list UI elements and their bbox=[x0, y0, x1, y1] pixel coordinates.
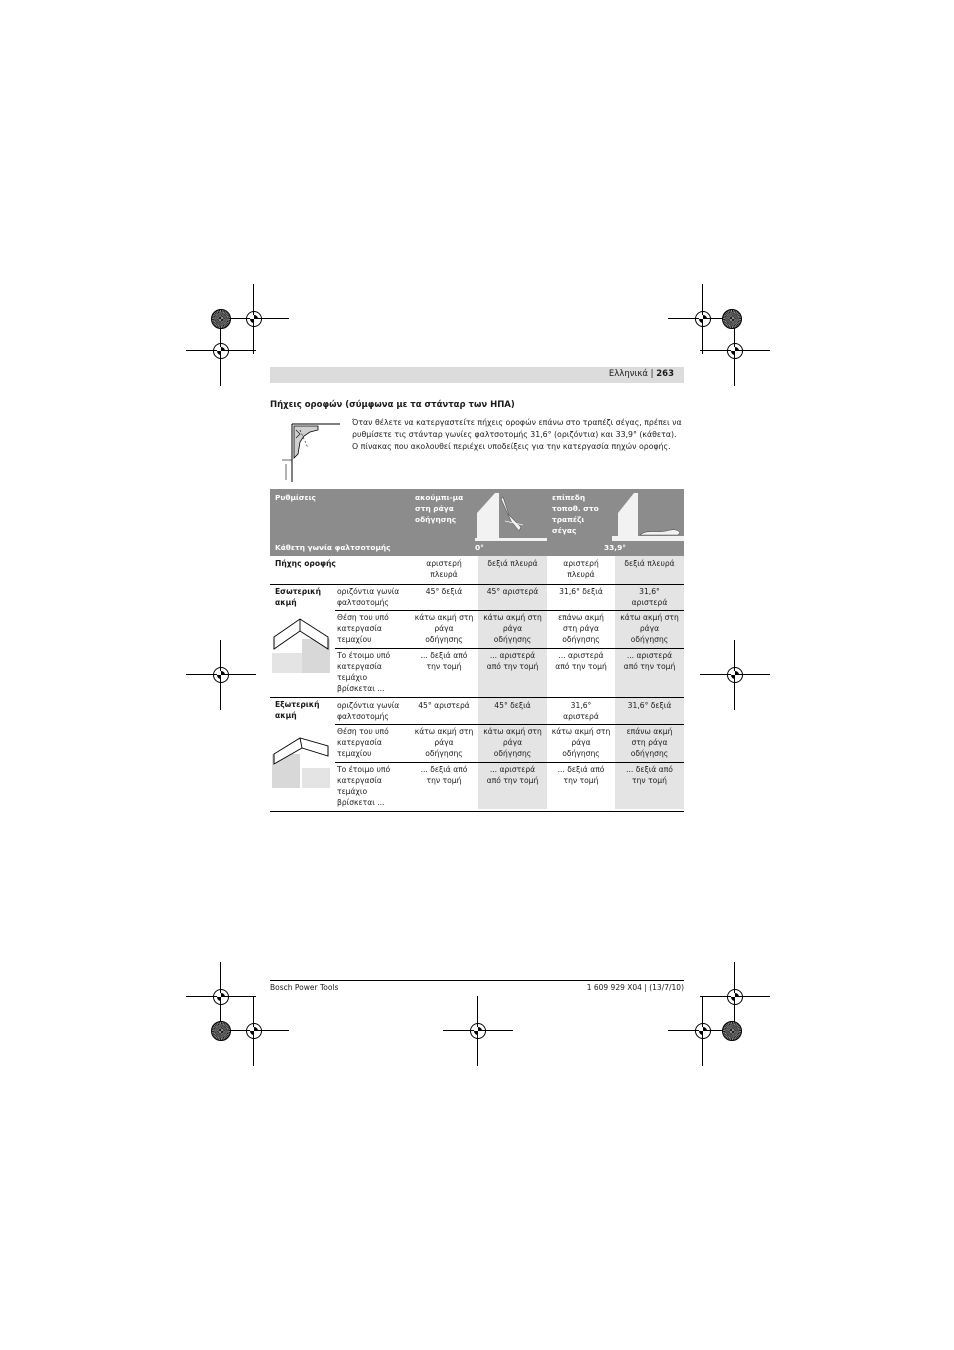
footer-rule bbox=[270, 980, 684, 981]
inner-row-1-col4 bbox=[615, 586, 684, 608]
cell-line: 45° αριστερά bbox=[486, 587, 539, 596]
moulding-col4 bbox=[615, 558, 684, 569]
color-target-bottom-right bbox=[722, 1021, 742, 1041]
header-col-a-angle: 0° bbox=[475, 543, 484, 552]
inner-row-1-description bbox=[337, 586, 410, 608]
cell-line: κατεργασία bbox=[337, 624, 382, 633]
cell-line: ράγα bbox=[502, 624, 523, 633]
table-header bbox=[270, 489, 684, 556]
cell-line: κάτω ακμή στη bbox=[483, 727, 542, 736]
cell-line: από την τομή bbox=[555, 662, 607, 671]
cell-line: οδήγησης bbox=[425, 635, 463, 644]
cell-line: επάνω ακμή bbox=[626, 727, 673, 736]
cell-line: 45° δεξιά bbox=[425, 587, 463, 596]
cell-line: 31,6° δεξιά bbox=[627, 701, 672, 710]
cell-line: 45° αριστερά bbox=[418, 701, 470, 710]
outer-row-3-col2 bbox=[478, 764, 547, 786]
footer-brand: Bosch Power Tools bbox=[270, 983, 339, 992]
header-col-a-line: οδήγησης bbox=[415, 515, 457, 524]
cell-line: οριζόντια γωνία bbox=[337, 701, 400, 710]
outer-row-2-col2 bbox=[478, 726, 547, 759]
cell-line: ... δεξιά από bbox=[420, 765, 468, 774]
cell-line: κατεργασία bbox=[337, 662, 382, 671]
inner-row-3-col3 bbox=[547, 650, 615, 672]
cell-line: την τομή bbox=[563, 776, 599, 785]
inner-row-3-col2 bbox=[478, 650, 547, 672]
language-label: Ελληνικά bbox=[608, 369, 648, 379]
page-number: 263 bbox=[656, 369, 674, 379]
outer-corner-icon bbox=[272, 724, 332, 788]
header-col-b-line: τραπέζι bbox=[552, 515, 585, 524]
outer-row-3-col1 bbox=[410, 764, 478, 786]
cell-line: τεμάχιο bbox=[337, 787, 368, 796]
cell-line: από την τομή bbox=[623, 662, 676, 671]
inner-row-2-col4 bbox=[615, 612, 684, 645]
crown-moulding-illustration bbox=[278, 420, 342, 484]
outer-corner-label bbox=[275, 699, 320, 721]
outer-row-2-col3 bbox=[547, 726, 615, 759]
row-divider bbox=[335, 610, 684, 611]
cell-line: φαλτσοτομής bbox=[337, 598, 389, 607]
cell-line: κάτω ακμή στη bbox=[483, 613, 542, 622]
outer-row-3-description bbox=[337, 764, 410, 808]
cell-line: κάτω ακμή στη bbox=[414, 727, 474, 736]
row-divider bbox=[270, 584, 684, 585]
cell-line: τεμάχιο bbox=[337, 673, 368, 682]
cell-line: ... δεξιά από bbox=[557, 765, 605, 774]
cell-line: κατεργασία bbox=[337, 776, 382, 785]
cell-line: 31,6° δεξιά bbox=[559, 587, 603, 596]
moulding-label: Πήχης οροφής bbox=[275, 559, 336, 568]
inner-row-2-description bbox=[337, 612, 410, 645]
section-title: Πήχεις οροφών (σύμφωνα με τα στάνταρ των ΗΠΑ) bbox=[270, 400, 515, 410]
cell-line: ακμή bbox=[275, 711, 297, 720]
cell-line: ράγα bbox=[434, 738, 454, 747]
flat-on-table-icon bbox=[612, 491, 684, 541]
page-header-label: Ελληνικά | 263 bbox=[608, 369, 674, 379]
inner-row-1-col3 bbox=[547, 586, 615, 597]
cell-line: από την τομή bbox=[486, 776, 539, 785]
cell-line: 31,6° bbox=[570, 701, 592, 710]
color-target-bottom-left bbox=[211, 1021, 231, 1041]
registration-mark-right-middle bbox=[700, 640, 770, 710]
cell-line: κάτω ακμή στη bbox=[551, 727, 611, 736]
cell-line: πλευρά bbox=[567, 570, 595, 579]
cell-line: βρίσκεται ... bbox=[337, 684, 385, 693]
cell-line: από την τομή bbox=[486, 662, 539, 671]
outer-row-2-col1 bbox=[410, 726, 478, 759]
cell-line: οδήγησης bbox=[630, 635, 669, 644]
outer-row-1-col4 bbox=[615, 700, 684, 711]
inner-row-2-col2 bbox=[478, 612, 547, 645]
inner-row-2-col1 bbox=[410, 612, 478, 645]
registration-mark-bottom-center bbox=[443, 996, 513, 1066]
inner-corner-icon bbox=[272, 609, 332, 673]
cell-line: ... δεξιά από bbox=[626, 765, 673, 774]
color-target-top-right bbox=[722, 309, 742, 329]
cell-line: επάνω ακμή bbox=[558, 613, 604, 622]
cell-line: κάτω ακμή στη bbox=[620, 613, 679, 622]
cell-line: κάτω ακμή στη bbox=[414, 613, 474, 622]
table-bottom-rule bbox=[270, 811, 684, 812]
cell-line: ράγα bbox=[434, 624, 454, 633]
header-settings: Ρυθμίσεις bbox=[275, 493, 316, 502]
cell-line: τεμαχίου bbox=[337, 635, 372, 644]
inner-row-3-col1 bbox=[410, 650, 478, 672]
header-col-a-label bbox=[415, 492, 463, 525]
outer-row-1-col1 bbox=[410, 700, 478, 711]
cell-line: την τομή bbox=[426, 662, 462, 671]
cell-line: φαλτσοτομής bbox=[337, 712, 389, 721]
cell-line: αριστερή bbox=[426, 559, 462, 568]
inner-row-1-col1 bbox=[410, 586, 478, 597]
cell-line: οδήγησης bbox=[562, 635, 600, 644]
color-target-top-left bbox=[211, 309, 231, 329]
cell-line: Εσωτερική bbox=[275, 587, 321, 596]
cell-line: οριζόντια γωνία bbox=[337, 587, 400, 596]
cell-line: αριστερά bbox=[563, 712, 599, 721]
cell-line: ράγα bbox=[639, 624, 660, 633]
cell-line: Θέση του υπό bbox=[337, 613, 389, 622]
inner-row-3-description bbox=[337, 650, 410, 694]
header-col-b-label bbox=[552, 492, 599, 536]
cell-line: Το έτοιμο υπό bbox=[337, 765, 391, 774]
cell-line: οδήγησης bbox=[630, 749, 669, 758]
inner-corner-label bbox=[275, 586, 321, 608]
cell-line: Εξωτερική bbox=[275, 700, 320, 709]
cell-line: 45° δεξιά bbox=[494, 701, 531, 710]
outer-row-1-description bbox=[337, 700, 410, 722]
cell-line: στη ράγα bbox=[563, 624, 599, 633]
outer-row-3-col3 bbox=[547, 764, 615, 786]
header-col-b-angle: 33,9° bbox=[604, 543, 626, 552]
cell-line: αριστερή bbox=[563, 559, 599, 568]
cell-line: αριστερά bbox=[631, 598, 668, 607]
outer-row-2-description bbox=[337, 726, 410, 759]
cell-line: στη ράγα bbox=[631, 738, 668, 747]
header-vertical-angle: Κάθετη γωνία φαλτσοτομής bbox=[275, 543, 391, 552]
cell-line: ράγα bbox=[502, 738, 523, 747]
cell-line: ράγα bbox=[571, 738, 591, 747]
cell-line: την τομή bbox=[632, 776, 667, 785]
cell-line: βρίσκεται ... bbox=[337, 798, 385, 807]
cell-line: ... αριστερά bbox=[489, 765, 536, 774]
cell-line: κατεργασία bbox=[337, 738, 382, 747]
cell-line: δεξιά πλευρά bbox=[487, 559, 538, 568]
header-col-b-line: επίπεδη bbox=[552, 493, 586, 502]
outer-row-3-col4 bbox=[615, 764, 684, 786]
cell-line: πλευρά bbox=[430, 570, 458, 579]
row-divider bbox=[335, 648, 684, 649]
cell-line: ... δεξιά από bbox=[420, 651, 468, 660]
moulding-col3 bbox=[547, 558, 615, 580]
cell-line: Θέση του υπό bbox=[337, 727, 389, 736]
outer-row-1-col3 bbox=[547, 700, 615, 722]
footer-doc-id: 1 609 929 X04 | (13/7/10) bbox=[586, 983, 684, 992]
cell-line: ... αριστερά bbox=[626, 651, 673, 660]
cell-line: οδήγησης bbox=[562, 749, 600, 758]
moulding-col2 bbox=[478, 558, 547, 569]
intro-paragraph bbox=[352, 417, 684, 453]
header-col-a-line: ακούμπι-μα bbox=[415, 493, 464, 502]
registration-mark-left-middle bbox=[186, 640, 256, 710]
cell-line: 31,6° bbox=[639, 587, 660, 596]
cell-line: τεμαχίου bbox=[337, 749, 372, 758]
inner-row-2-col3 bbox=[547, 612, 615, 645]
cell-line: Το έτοιμο υπό bbox=[337, 651, 391, 660]
moulding-col1 bbox=[410, 558, 478, 580]
cell-line: ακμή bbox=[275, 598, 297, 607]
group-divider bbox=[270, 697, 684, 698]
cell-line: οδήγησης bbox=[493, 635, 532, 644]
cell-line: οδήγησης bbox=[493, 749, 532, 758]
header-col-a-line: στη ράγα bbox=[415, 504, 454, 513]
intro-line: Όταν θέλετε να κατεργαστείτε πήχεις οροφών επάνω στο τραπέζι σέγας, πρέπει να bbox=[352, 418, 682, 427]
cell-line: ... αριστερά bbox=[489, 651, 536, 660]
intro-line: ρυθμίσετε τις στάνταρ γωνίες φαλτσοτομής 31,6° (οριζόντια) και 33,9° (κάθετα). bbox=[352, 430, 677, 439]
outer-row-2-col4 bbox=[615, 726, 684, 759]
cell-line: οδήγησης bbox=[425, 749, 463, 758]
row-divider bbox=[335, 762, 684, 763]
fence-position-icon bbox=[475, 491, 547, 541]
header-col-b-line: σέγας bbox=[552, 526, 577, 535]
page-header-bar bbox=[270, 367, 684, 383]
inner-row-1-col2 bbox=[478, 586, 547, 597]
header-col-b-line: τοποθ. στο bbox=[552, 504, 599, 513]
cell-line: ... αριστερά bbox=[558, 651, 604, 660]
outer-row-1-col2 bbox=[478, 700, 547, 711]
cell-line: δεξιά πλευρά bbox=[624, 559, 675, 568]
intro-line: Ο πίνακας που ακολουθεί περιέχει υποδείξεις για την κατεργασία πηχών οροφής. bbox=[352, 442, 671, 451]
cell-line: την τομή bbox=[426, 776, 462, 785]
row-divider bbox=[335, 724, 684, 725]
inner-row-3-col4 bbox=[615, 650, 684, 672]
